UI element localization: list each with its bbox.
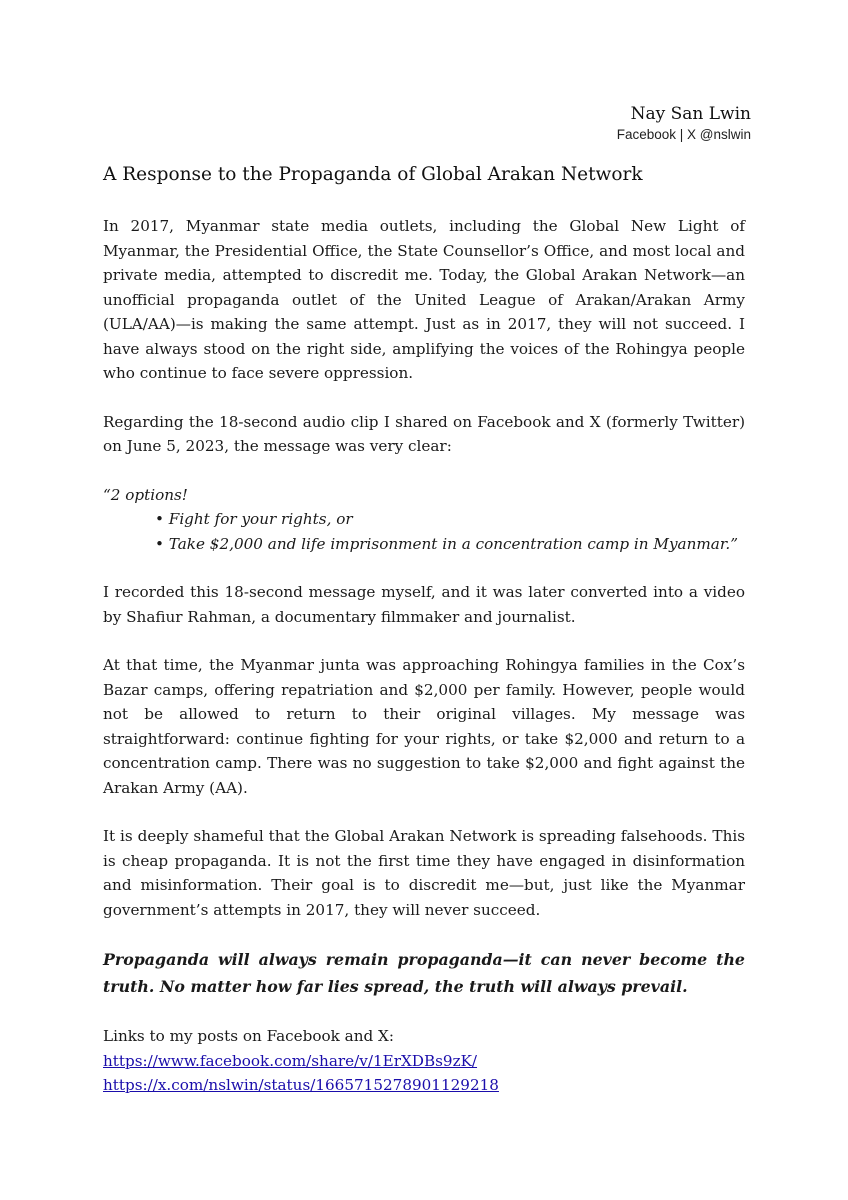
author-header xyxy=(617,102,751,144)
paragraph-intro: In 2017, Myanmar state media outlets, including the Global New Light of Myanmar, the Presidential Office, the State Counsellor’s Office, and most local and private media, attempted to discredit me. Today, the Global Arakan Network—an unofficial propaganda outlet of the United League of Arakan/Arakan Army (ULA/AA)—is making the same attempt. Just as in 2017, they will not succeed. I have always stood on the right side, amplifying the voices of the Rohingya people who continue to face severe oppression. xyxy=(103,217,745,382)
links-label: Links to my posts on Facebook and X: xyxy=(103,1027,394,1045)
document-body xyxy=(103,214,745,1098)
author-name: Nay San Lwin xyxy=(630,104,751,124)
document-title: A Response to the Propaganda of Global Arakan Network xyxy=(103,164,643,185)
emphasis-statement: Propaganda will always remain propaganda—it can never become the truth. No matter how far lies spread, the truth will always prevail. xyxy=(103,950,745,996)
author-handle: Facebook | X @nslwin xyxy=(616,127,751,142)
quote-option-2: • Take $2,000 and life imprisonment in a concentration camp in Myanmar.” xyxy=(155,534,739,553)
paragraph-falsehoods: It is deeply shameful that the Global Arakan Network is spreading falsehoods. This is cheap propaganda. It is not the first time they have engaged in disinformation and misinformation. Their goal is to discredit me—but, just like the Myanmar government’s attempts in 2017, they will never succeed. xyxy=(103,827,745,919)
quote-intro: “2 options! xyxy=(103,485,188,504)
paragraph-recording: I recorded this 18-second message myself, and it was later converted into a video by Shafiur Rahman, a documentary filmmaker and journalist. xyxy=(103,583,745,626)
paragraph-audio-clip: Regarding the 18-second audio clip I shared on Facebook and X (formerly Twitter) on June 5, 2023, the message was very clear: xyxy=(103,412,745,455)
quote-option-1: • Fight for your rights, or xyxy=(155,510,353,528)
quote-block xyxy=(103,483,745,557)
facebook-link[interactable]: https://www.facebook.com/share/v/1ErXDBs9zK/ xyxy=(103,1051,478,1070)
x-link[interactable]: https://x.com/nslwin/status/1665715278901129218 xyxy=(103,1076,499,1094)
paragraph-junta: At that time, the Myanmar junta was approaching Rohingya families in the Cox’s Bazar camps, offering repatriation and $2,000 per family. However, people would not be allowed to return to their original villages. My message was straightforward: continue fighting for your rights, or take $2,000 and return to a concentration camp. There was no suggestion to take $2,000 and fight against the Arakan Army (AA). xyxy=(103,656,745,797)
links-section xyxy=(103,1024,745,1098)
